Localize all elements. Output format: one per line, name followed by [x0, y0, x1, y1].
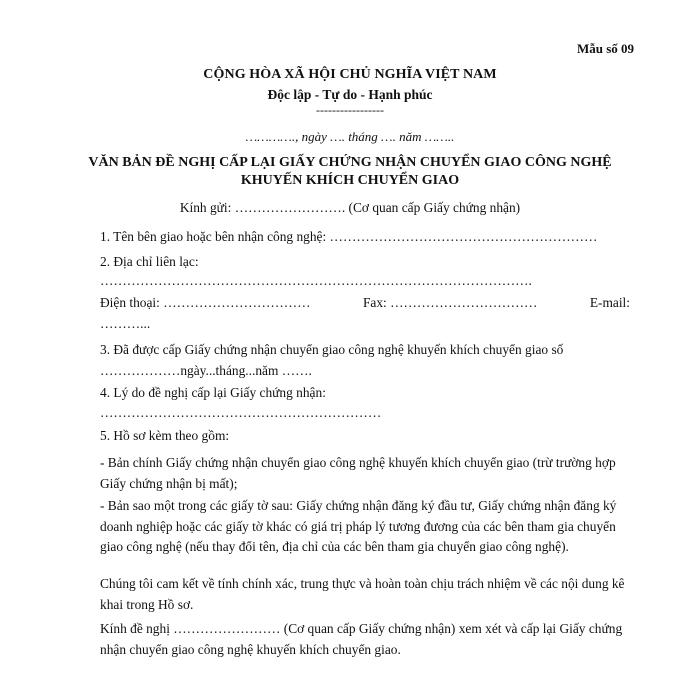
commitment-paragraph: Chúng tôi cam kết về tính chính xác, trung thực và hoàn toàn chịu trách nhiệm về các nội dung kê khai trong Hồ sơ. [100, 576, 625, 612]
item-reason-label: 4. Lý do đề nghị cấp lại Giấy chứng nhận: [100, 385, 326, 400]
email-dots: ………... [100, 316, 151, 331]
separator-line: ----------------- [316, 103, 384, 117]
fax-field: Fax: …………………………… [362, 295, 538, 310]
date-line: …………., ngày …. tháng …. năm …….. [245, 129, 455, 144]
item-applicant-name: 1. Tên bên giao hoặc bên nhận công nghệ: …………………………………………………… [100, 229, 598, 244]
document-title-line1: VĂN BẢN ĐỀ NGHỊ CẤP LẠI GIẤY CHỨNG NHẬN CHUYỂN GIAO CÔNG NGHỆ [88, 155, 612, 170]
recipient-line: Kính gửi: ……………………. (Cơ quan cấp Giấy chứng nhận) [179, 200, 521, 215]
item-attachments: 5. Hồ sơ kèm theo gồm: [100, 428, 230, 443]
item-address-dots: ……………………………………………………………………………………. [100, 273, 532, 288]
email-field: E-mail: [589, 295, 630, 310]
item-certificate-issued: 3. Đã được cấp Giấy chứng nhận chuyển giao công nghệ khuyến khích chuyển giao số ………………ngày...tháng...năm ……. [100, 342, 564, 378]
form-number: Mẫu số 09 [576, 41, 634, 56]
contact-row [100, 295, 630, 311]
item-address-label: 2. Địa chỉ liên lạc: [100, 254, 199, 269]
attachment-bullet-1: - Bản chính Giấy chứng nhận chuyển giao công nghệ khuyến khích chuyển giao (trừ trường hợp Giấy chứng nhận bị mất); [100, 455, 616, 491]
phone-field: Điện thoại: …………………………… [100, 295, 311, 310]
attachment-bullet-2: - Bản sao một trong các giấy tờ sau: Giấy chứng nhận đăng ký đầu tư, Giấy chứng nhận đăng ký doanh nghiệp hoặc các giấy tờ khác có giá trị pháp lý tương đương của các bên tham gia chuyển giao công nghệ (nếu thay đổi tên, địa chỉ của các bên tham gia chuyển giao công nghệ). [100, 498, 617, 554]
item-reason-dots: ……………………………………………………… [100, 405, 382, 420]
document-title-line2: KHUYẾN KHÍCH CHUYỂN GIAO [240, 173, 460, 188]
request-paragraph: Kính đề nghị …………………… (Cơ quan cấp Giấy chứng nhận) xem xét và cấp lại Giấy chứng nhận chuyển giao công nghệ khuyến khích chuyển giao. [100, 621, 623, 657]
national-title: CỘNG HÒA XÃ HỘI CHỦ NGHĨA VIỆT NAM [203, 67, 497, 82]
national-motto: Độc lập - Tự do - Hạnh phúc [267, 87, 433, 102]
